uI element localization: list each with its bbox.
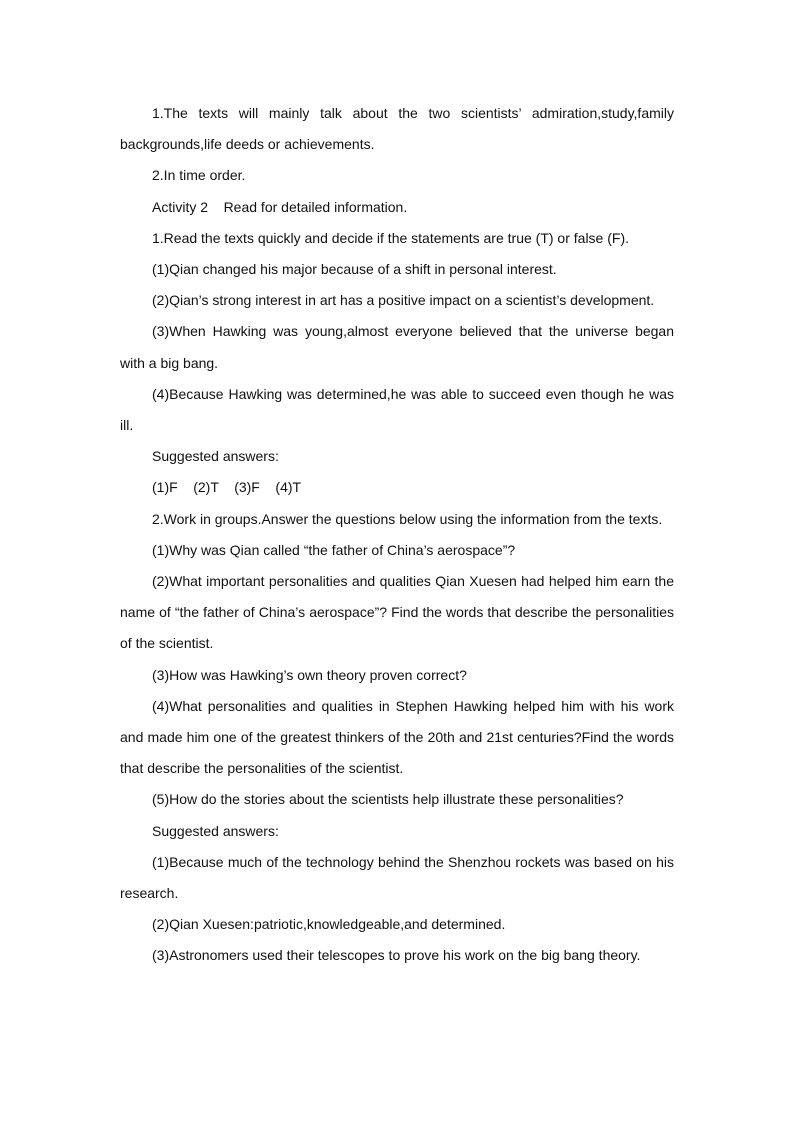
answer-3	[120, 940, 674, 971]
paragraph-text: 2.In time order.	[152, 167, 246, 184]
paragraph-text: 2.Work in groups.Answer the questions below using the information from the texts.	[152, 510, 663, 527]
question-4	[120, 691, 678, 785]
paragraph-text: (2)What important personalities and qualities Qian Xuesen had helped him earn the name of “the father of China’s aerospace”? Find the words that describe the personalities of the scientist.	[120, 573, 678, 652]
paragraph-text: (2)Qian Xuesen:patriotic,knowledgeable,and determined.	[152, 916, 506, 933]
paragraph-text: (1)Because much of the technology behind the Shenzhou rockets was based on his research.	[120, 853, 678, 902]
paragraph-true-false-instruction	[120, 223, 674, 254]
paragraph-text: (4)What personalities and qualities in Stephen Hawking helped him with his work and made him one of the greatest thinkers of the 20th and 21st centuries?Find the words that describe the personalities of the scientist.	[120, 697, 678, 777]
activity-heading	[120, 192, 674, 223]
paragraph-text: (5)How do the stories about the scientists help illustrate these personalities?	[152, 791, 624, 808]
question-3	[120, 660, 674, 691]
answer-1	[120, 847, 678, 909]
question-5	[120, 784, 674, 815]
paragraph-text: (3)How was Hawking’s own theory proven correct?	[152, 666, 467, 683]
paragraph-text: (1)F (2)T (3)F (4)T	[152, 479, 302, 496]
answers-true-false	[120, 472, 674, 503]
paragraph-text: (2)Qian’s strong interest in art has a positive impact on a scientist’s development.	[152, 292, 655, 309]
paragraph-group-work-instruction	[120, 504, 674, 535]
paragraph-text: Suggested answers:	[152, 822, 279, 839]
suggested-answers-heading	[120, 441, 674, 472]
paragraph-text: (1)Qian changed his major because of a shift in personal interest.	[152, 261, 557, 278]
paragraph-text: 1.The texts will mainly talk about the two scientists’ admiration,study,family backgrounds,life deeds or achievements.	[120, 105, 678, 153]
paragraph-text: (3)When Hawking was young,almost everyone believed that the universe began with a big bang.	[120, 323, 678, 371]
paragraph-text: (1)Why was Qian called “the father of China’s aerospace”?	[152, 541, 516, 558]
paragraph-texts-summary	[120, 98, 678, 160]
paragraph-text: Activity 2 Read for detailed information.	[152, 198, 408, 215]
paragraph-text: (3)Astronomers used their telescopes to prove his work on the big bang theory.	[152, 947, 641, 964]
statement-3	[120, 316, 678, 378]
paragraph-text: (4)Because Hawking was determined,he was able to succeed even though he was ill.	[120, 385, 678, 434]
paragraph-time-order	[120, 160, 674, 191]
statement-2	[120, 285, 674, 316]
statement-4	[120, 379, 678, 441]
paragraph-text: Suggested answers:	[152, 448, 279, 465]
suggested-answers-heading	[120, 816, 674, 847]
document-body	[120, 98, 678, 972]
statement-1	[120, 254, 674, 285]
answer-2	[120, 909, 674, 940]
paragraph-text: 1.Read the texts quickly and decide if the statements are true (T) or false (F).	[152, 229, 629, 246]
question-2	[120, 566, 678, 660]
question-1	[120, 535, 674, 566]
